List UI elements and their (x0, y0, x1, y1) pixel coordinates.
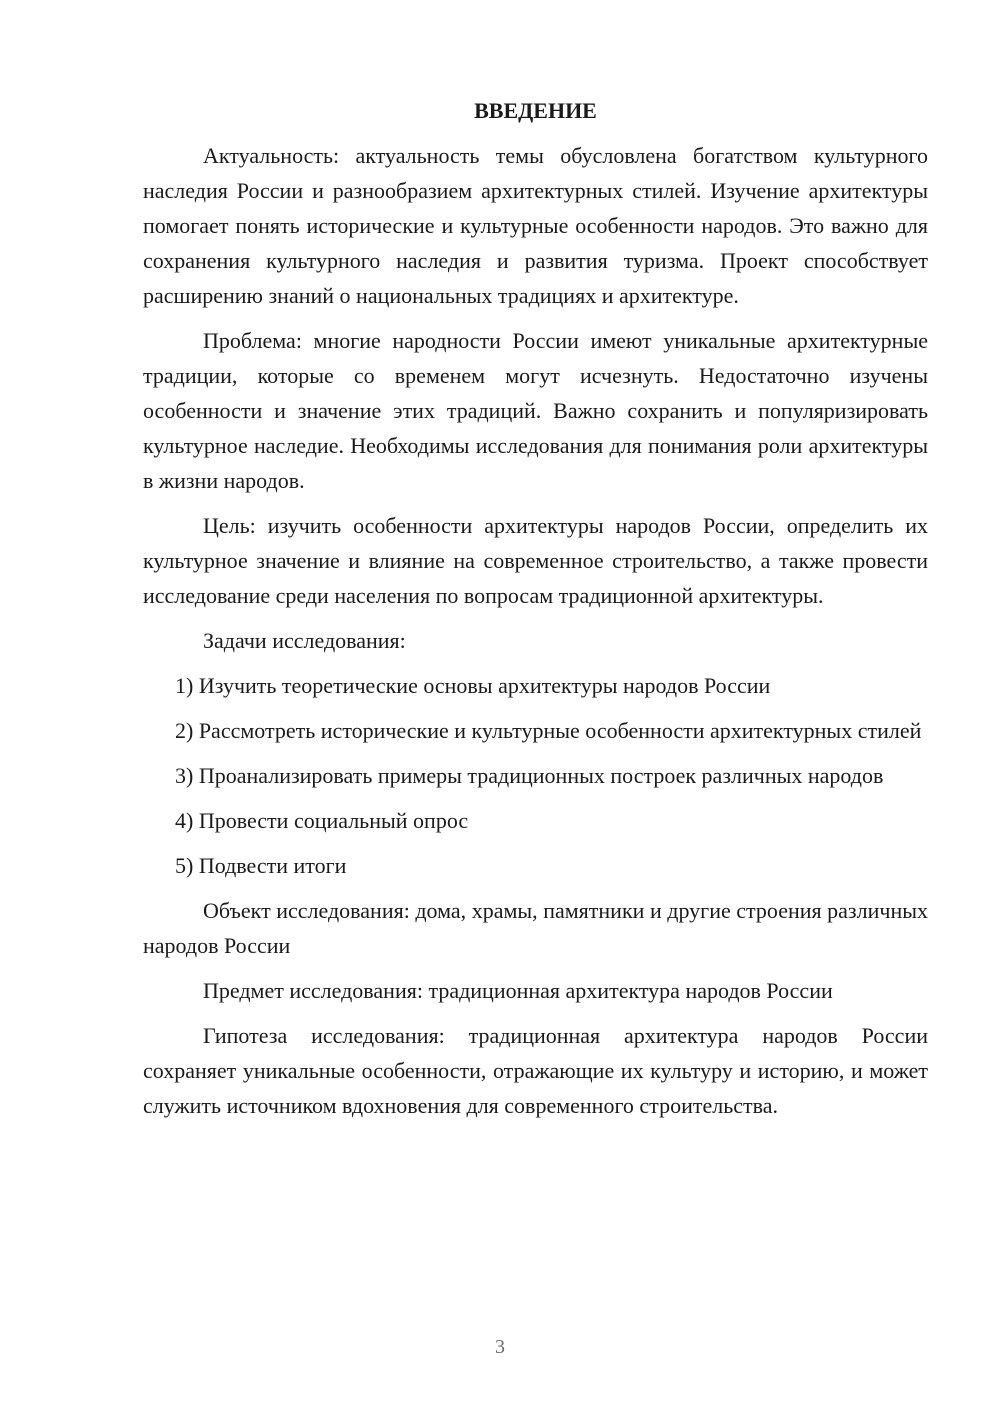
paragraph-subject: Предмет исследования: традиционная архитектура народов России (203, 978, 833, 1003)
task-item-5: 5) Подвести итоги (175, 853, 347, 878)
paragraph-relevance: Актуальность: актуальность темы обусловлена богатством культурного наследия России и разнообразием архитектурных стилей. Изучение архитектуры помогает понять исторические и культурные особенности народов. Это важно для сохранения культурного наследия и развития туризма. Проект способствует расширению знаний о национальных традициях и архитектуре. (143, 143, 928, 308)
paragraph-goal: Цель: изучить особенности архитектуры народов России, определить их культурное значение и влияние на современное строительство, а также провести исследование среди населения по вопросам традиционной архитектуры. (143, 513, 928, 608)
task-item-3: 3) Проанализировать примеры традиционных построек различных народов (175, 763, 884, 788)
paragraph-hypothesis: Гипотеза исследования: традиционная архитектура народов России сохраняет уникальные особенности, отражающие их культуру и историю, и может служить источником вдохновения для современного строительства. (143, 1023, 928, 1118)
page-number: 3 (495, 1336, 505, 1358)
document-body (143, 93, 928, 1133)
paragraph-object: Объект исследования: дома, храмы, памятники и другие строения различных народов России (143, 898, 928, 958)
task-item-4: 4) Провести социальный опрос (175, 808, 469, 833)
paragraph-tasks-heading: Задачи исследования: (203, 628, 406, 653)
section-title: ВВЕДЕНИЕ (474, 98, 597, 123)
task-item-1: 1) Изучить теоретические основы архитектуры народов России (175, 673, 771, 698)
task-item-2: 2) Рассмотреть исторические и культурные особенности архитектурных стилей (175, 718, 922, 743)
paragraph-problem: Проблема: многие народности России имеют уникальные архитектурные традиции, которые со временем могут исчезнуть. Недостаточно изучены особенности и значение этих традиций. Важно сохранить и популяризировать культурное наследие. Необходимы исследования для понимания роли архитектуры в жизни народов. (143, 328, 928, 493)
